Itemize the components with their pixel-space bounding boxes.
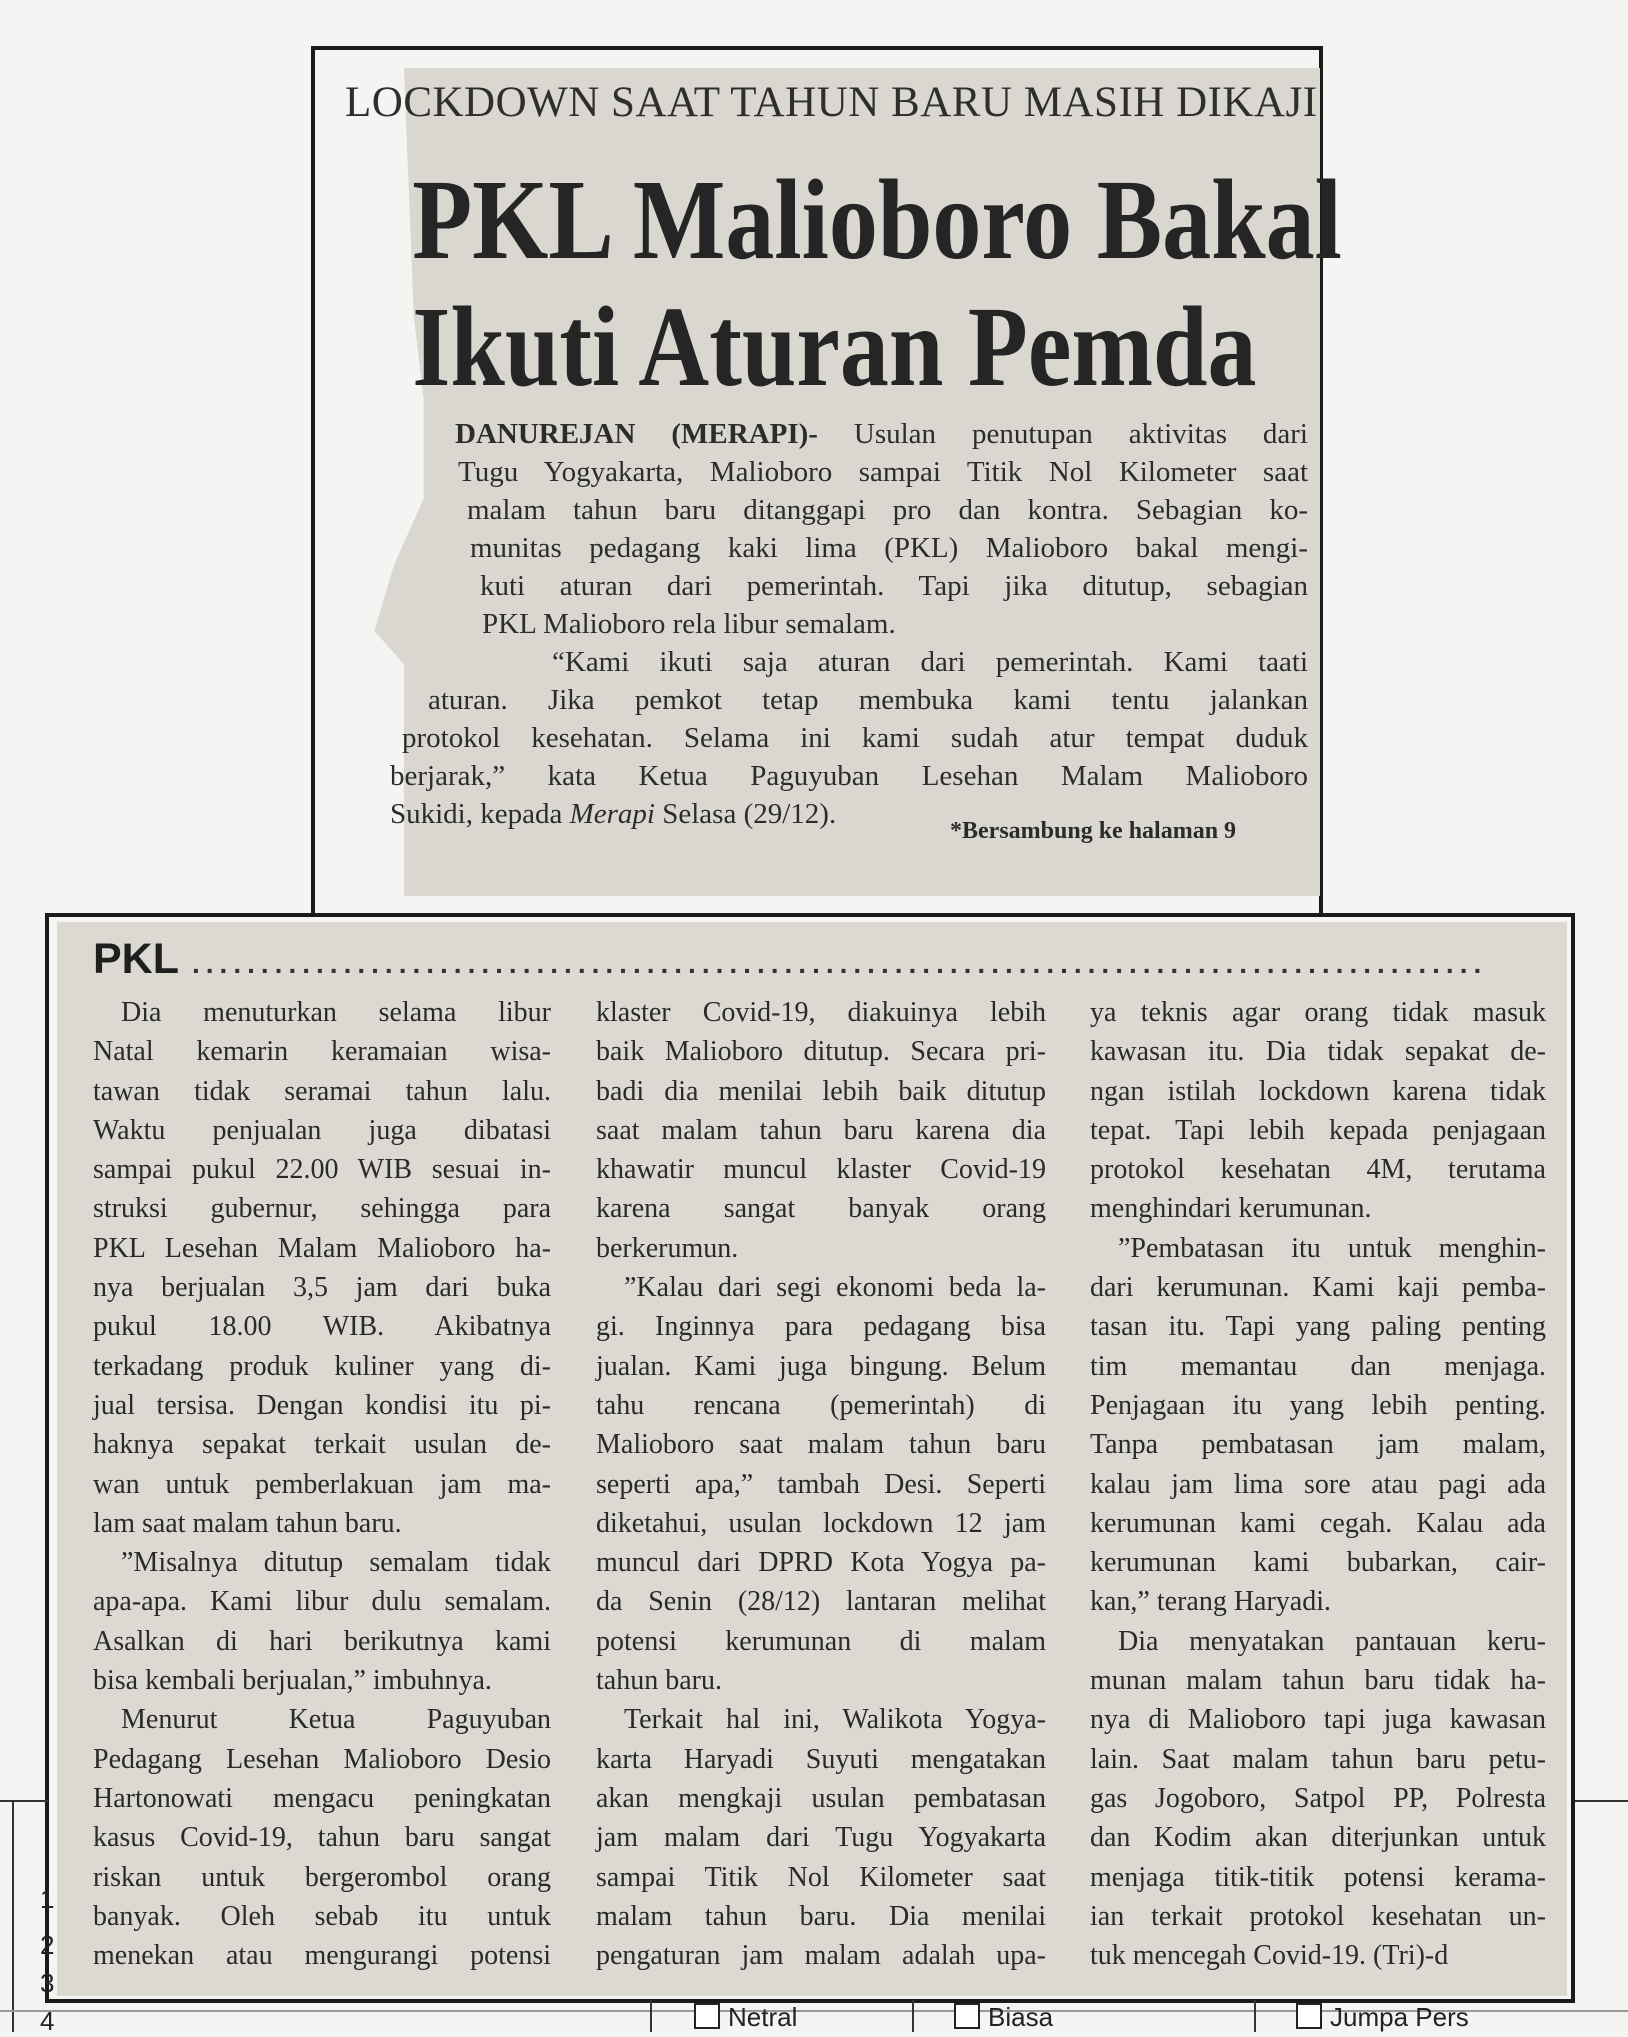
lead-line: Tugu Yogyakarta, Malioboro sampai Titik Nol Kilometer saat — [458, 456, 1308, 488]
lead-line: kuti aturan dari pemerintah. Tapi jika ditutup, sebagian — [480, 570, 1308, 602]
column-line: berkerumun. — [596, 1232, 739, 1264]
column-line: Pedagang Lesehan Malioboro Desio — [93, 1743, 551, 1775]
column-line: Natal kemarin keramaian wisa- — [93, 1036, 551, 1068]
checkbox-icon[interactable] — [694, 2003, 720, 2029]
column-line: ”Pembatasan itu untuk menghin- — [1118, 1232, 1546, 1264]
column-line: malam tahun baru. Dia menilai — [596, 1900, 1046, 1932]
column-line: karena sangat banyak orang — [596, 1193, 1046, 1225]
column-line: badi dia menilai lebih baik ditutup — [596, 1075, 1046, 1107]
column-line: menjaga titik-titik potensi kerama- — [1090, 1861, 1546, 1893]
continuation-title: PKL — [93, 935, 179, 983]
form-rule — [912, 2000, 914, 2032]
column-line: potensi kerumunan di malam — [596, 1625, 1046, 1657]
column-line: wan untuk pemberlakuan jam ma- — [93, 1468, 551, 1500]
column-line: jualan. Kami juga bingung. Belum — [596, 1350, 1046, 1382]
column-line: pengaturan jam malam adalah upa- — [596, 1940, 1046, 1972]
column-line: protokol kesehatan 4M, terutama — [1090, 1154, 1546, 1186]
lead-line: berjarak,” kata Ketua Paguyuban Lesehan Malam Malioboro — [390, 760, 1308, 792]
column-line: karta Haryadi Suyuti mengatakan — [596, 1743, 1046, 1775]
continued-note: *Bersambung ke halaman 9 — [950, 818, 1237, 844]
checkbox-icon[interactable] — [954, 2003, 980, 2029]
text-column-3 — [1090, 993, 1546, 1975]
column-line: nya berjualan 3,5 jam dari buka — [93, 1272, 551, 1304]
form-rule — [1575, 1800, 1628, 1802]
checkbox-biasa[interactable]: Biasa — [954, 2002, 1053, 2033]
column-line: Dia menuturkan selama libur — [121, 997, 551, 1028]
lead-line: protokol kesehatan. Selama ini kami sudah atur tempat duduk — [402, 722, 1308, 754]
column-line: banyak. Oleh sebab itu untuk — [93, 1900, 551, 1932]
column-line: baik Malioboro ditutup. Secara pri- — [596, 1036, 1046, 1068]
column-line: khawatir muncul klaster Covid-19 — [596, 1154, 1046, 1186]
column-line: saat malam tahun baru karena dia — [596, 1114, 1046, 1146]
form-rule — [650, 2000, 652, 2032]
column-line: sampai pukul 22.00 WIB sesuai in- — [93, 1154, 551, 1186]
lead-line: malam tahun baru ditanggapi pro dan kontra. Sebagian ko- — [467, 494, 1308, 526]
column-line: sampai Titik Nol Kilometer saat — [596, 1861, 1046, 1893]
leader-dots: .............................................................................................. — [192, 948, 1488, 974]
column-line: terkadang produk kuliner yang di- — [93, 1350, 551, 1382]
column-line: lam saat malam tahun baru. — [93, 1507, 402, 1539]
lead-line: PKL Malioboro rela libur semalam. — [482, 608, 896, 640]
column-line: akan mengkaji usulan pembatasan — [596, 1782, 1046, 1814]
column-line: Terkait hal ini, Walikota Yogya- — [624, 1704, 1046, 1736]
column-line: kawasan itu. Dia tidak sepakat de- — [1090, 1036, 1546, 1068]
column-line: tahun baru. — [596, 1665, 722, 1697]
lead-line: DANUREJAN (MERAPI)- Usulan penutupan aktivitas dari — [455, 418, 1308, 450]
lead-line: munitas pedagang kaki lima (PKL) Malioboro bakal mengi- — [470, 532, 1308, 564]
newspaper-name: Merapi — [569, 798, 655, 830]
column-line: pukul 18.00 WIB. Akibatnya — [93, 1311, 551, 1343]
column-line: Penjagaan itu yang lebih penting. — [1090, 1389, 1546, 1421]
column-line: munan malam tahun baru tidak ha- — [1090, 1665, 1546, 1697]
form-rule — [12, 1800, 14, 2032]
column-line: Malioboro saat malam tahun baru — [596, 1429, 1046, 1461]
column-line: Asalkan di hari berikutnya kami — [93, 1625, 551, 1657]
column-line: struksi gubernur, sehingga para — [93, 1193, 551, 1225]
column-line: riskan untuk bergerombol orang — [93, 1861, 551, 1893]
column-line: Tanpa pembatasan jam malam, — [1090, 1429, 1546, 1461]
column-line: seperti apa,” tambah Desi. Seperti — [596, 1468, 1046, 1500]
column-line: bisa kembali berjualan,” imbuhnya. — [93, 1665, 492, 1697]
lead-line: Sukidi, kepada Merapi Selasa (29/12). — [390, 798, 837, 830]
column-line: ya teknis agar orang tidak masuk — [1090, 997, 1546, 1028]
column-line: tasan itu. Tapi yang paling penting — [1090, 1311, 1546, 1343]
column-line: lain. Saat malam tahun baru petu- — [1090, 1743, 1546, 1775]
column-line: tim memantau dan menjaga. — [1090, 1350, 1546, 1382]
column-line: tuk mencegah Covid-19. (Tri)-d — [1090, 1940, 1449, 1972]
column-line: kerumunan kami bubarkan, cair- — [1090, 1547, 1546, 1579]
column-line: gas Jogoboro, Satpol PP, Polresta — [1090, 1782, 1546, 1814]
column-line: jam malam dari Tugu Yogyakarta — [596, 1822, 1046, 1854]
margin-number: 1 — [40, 1884, 55, 1914]
column-line: kalau jam lima sore atau pagi ada — [1090, 1468, 1546, 1500]
column-line: menekan atau mengurangi potensi — [93, 1940, 551, 1972]
margin-number: 3 — [40, 1968, 55, 1998]
column-line: apa-apa. Kami libur dulu semalam. — [93, 1586, 551, 1618]
lead-line: aturan. Jika pemkot tetap membuka kami tentu jalankan — [428, 684, 1308, 716]
article-kicker: LOCKDOWN SAAT TAHUN BARU MASIH DIKAJI — [345, 79, 1318, 126]
column-line: diketahui, usulan lockdown 12 jam — [596, 1507, 1046, 1539]
column-line: da Senin (28/12) lantaran melihat — [596, 1586, 1046, 1618]
column-line: Dia menyatakan pantauan keru- — [1118, 1625, 1546, 1657]
margin-number: 4 — [40, 2006, 55, 2036]
column-line: jual tersisa. Dengan kondisi itu pi- — [93, 1389, 551, 1421]
column-line: ”Kalau dari segi ekonomi beda la- — [624, 1272, 1046, 1304]
text-column-2 — [596, 993, 1046, 1975]
column-line: tawan tidak seramai tahun lalu. — [93, 1075, 551, 1107]
column-line: tepat. Tapi lebih kepada penjagaan — [1090, 1114, 1546, 1146]
column-line: dan Kodim akan diterjunkan untuk — [1090, 1822, 1546, 1854]
column-line: kasus Covid-19, tahun baru sangat — [93, 1822, 551, 1854]
dateline: DANUREJAN (MERAPI)- — [455, 418, 818, 450]
headline-line-1: PKL Malioboro Bakal — [412, 156, 1342, 283]
form-rule — [1254, 2000, 1256, 2032]
column-line: Hartonowati mengacu peningkatan — [93, 1782, 551, 1814]
column-line: kan,” terang Haryadi. — [1090, 1586, 1331, 1618]
column-line: ian terkait protokol kesehatan un- — [1090, 1900, 1546, 1932]
checkbox-netral[interactable]: Netral — [694, 2002, 797, 2033]
column-line: tahu rencana (pemerintah) di — [596, 1389, 1046, 1421]
column-line: gi. Inginnya para pedagang bisa — [596, 1311, 1046, 1343]
checkbox-jumpa-pers[interactable]: Jumpa Pers — [1296, 2002, 1469, 2033]
column-line: Waktu penjualan juga dibatasi — [93, 1114, 551, 1146]
column-line: haknya sepakat terkait usulan de- — [93, 1429, 551, 1461]
column-line: menghindari kerumunan. — [1090, 1193, 1372, 1225]
column-line: PKL Lesehan Malam Malioboro ha- — [93, 1232, 551, 1264]
checkbox-icon[interactable] — [1296, 2003, 1322, 2029]
column-line: ”Misalnya ditutup semalam tidak — [121, 1547, 551, 1579]
column-line: nya di Malioboro tapi juga kawasan — [1090, 1704, 1546, 1736]
column-line: muncul dari DPRD Kota Yogya pa- — [596, 1547, 1046, 1579]
headline-line-2: Ikuti Aturan Pemda — [412, 283, 1257, 410]
text-column-1 — [93, 993, 551, 1975]
margin-number: 2 — [40, 1930, 55, 1960]
lead-line: “Kami ikuti saja aturan dari pemerintah. Kami taati — [552, 646, 1308, 678]
column-line: kerumunan kami cegah. Kalau ada — [1090, 1507, 1546, 1539]
form-rule — [0, 1800, 48, 1802]
column-line: dari kerumunan. Kami kaji pemba- — [1090, 1272, 1546, 1304]
column-line: klaster Covid-19, diakuinya lebih — [596, 997, 1046, 1028]
column-line: Menurut Ketua Paguyuban — [121, 1704, 551, 1736]
column-line: ngan istilah lockdown karena tidak — [1090, 1075, 1546, 1107]
